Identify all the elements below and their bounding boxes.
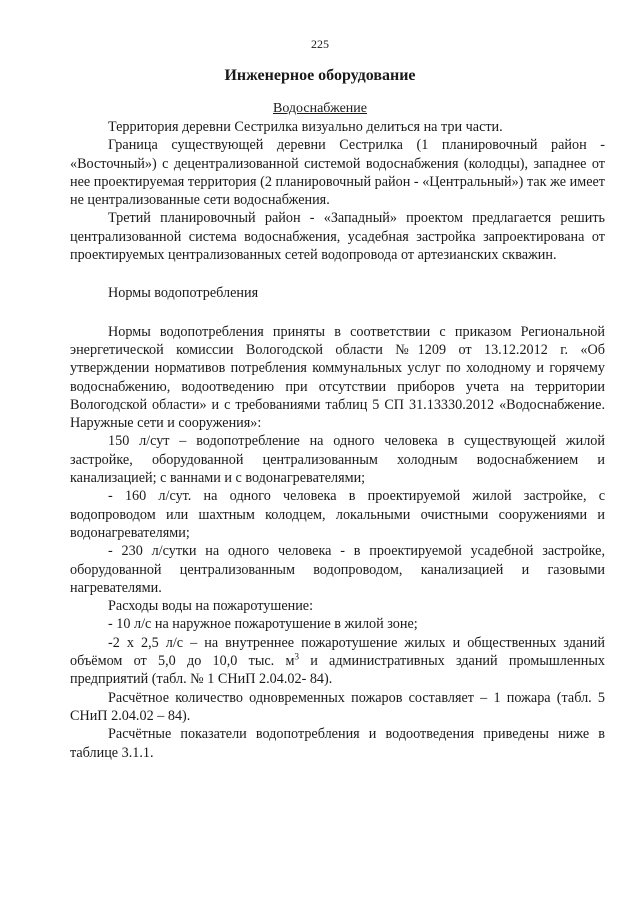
paragraph: Расходы воды на пожаротушение: (108, 598, 314, 615)
paragraph (70, 634, 605, 689)
subsection-title: Водоснабжение (272, 101, 367, 116)
paragraph: - 230 л/сутки на одного человека - в проектируемой усадебной застройке, оборудованной централизованным водопроводом, канализацией и газовыми нагревателями. (70, 543, 605, 596)
norms-heading: Нормы водопотребления (108, 285, 259, 302)
section-title: Инженерное оборудование (224, 67, 416, 84)
paragraph: Граница существующей деревни Сестрилка (1 планировочный район - «Восточный») с децентрализованной системой водоснабжения (колодцы), западнее от нее проектируемая территория (2 планировочный район - «Центральный») так же имеет не централизованные сети водоснабжения. (70, 137, 605, 209)
paragraph-text: -2 х 2,5 л/с – на внутреннее пожаротушение жилых и общественных зданий объёмом от 5,0 до 10,0 тыс. м (70, 634, 605, 670)
superscript: 3 (294, 651, 299, 662)
paragraph: Расчётные показатели водопотребления и водоотведения приведены ниже в таблице 3.1.1. (70, 726, 605, 761)
document-body (70, 118, 605, 762)
paragraph: Расчётное количество одновременных пожаров составляет – 1 пожара (табл. 5 СНиП 2.04.02 – 84). (70, 689, 605, 724)
paragraph: Нормы водопотребления приняты в соответствии с приказом Региональной энергетической комиссии Вологодской области №1209 от 13.12.2012 г. «Об утверждении нормативов потребления коммунальных услуг по холодному и горячему водоснабжению, водоотведению при отсутствии приборов учета на территории Вологодской области» и с требованиями таблиц 5 СП 31.13330.2012 «Водоснабжение. Наружные сети и сооружения»: (70, 323, 605, 432)
paragraph: - 10 л/с на наружное пожаротушение в жилой зоне; (108, 616, 418, 633)
paragraph-text: и административных зданий промышленных предприятий (табл. № 1 СНиП 2.04.02- 84). (70, 653, 605, 688)
paragraph: - 160 л/сут. на одного человека в проектируемой жилой застройке, с водопроводом или шахтным колодцем, локальными очистными сооружениями и водонагревателями; (70, 488, 605, 541)
page-number: 225 (311, 37, 329, 51)
paragraph: Территория деревни Сестрилка визуально делиться на три части. (108, 119, 503, 135)
paragraph: Третий планировочный район - «Западный» проектом предлагается решить централизованной система водоснабжения, усадебная застройка запроектирована от проектируемых централизованных сетей водопровода от артезианских скважин. (70, 210, 605, 264)
paragraph: 150 л/сут – водопотребление на одного человека в существующей жилой застройке, оборудованной централизованным холодным водоснабжением и канализацией; с ваннами и с водонагревателями; (70, 433, 605, 487)
